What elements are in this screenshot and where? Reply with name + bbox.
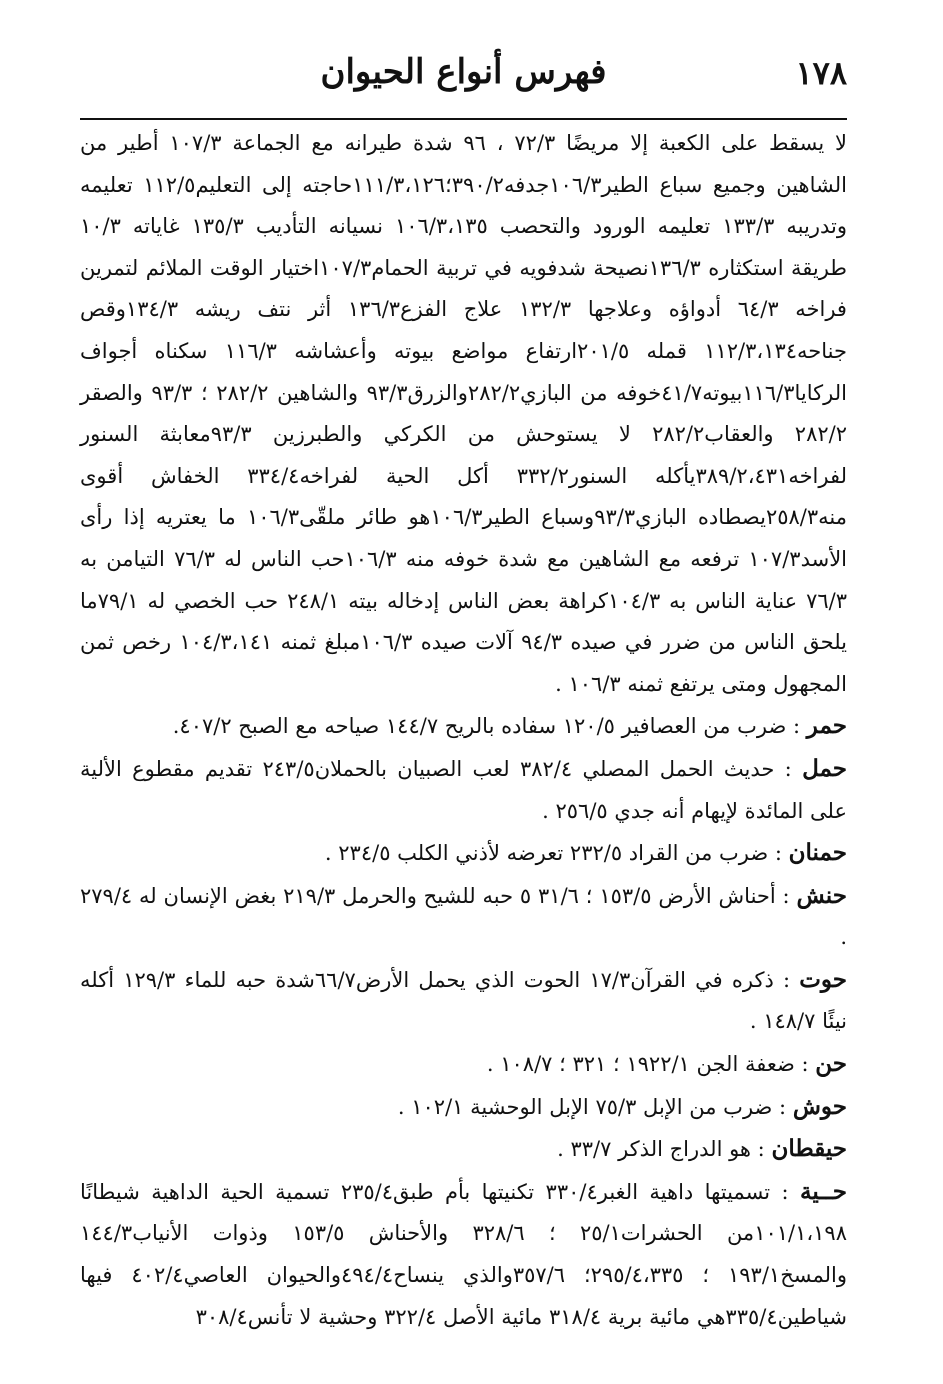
entry-term: حوت <box>799 965 847 993</box>
entry-text: هو الدراج الذكر ٣٣/٧ . <box>557 1137 751 1162</box>
entry-separator: : <box>794 1052 816 1077</box>
index-entry-continuation <box>80 123 847 705</box>
index-entry <box>80 875 847 959</box>
entry-separator: : <box>751 1137 772 1162</box>
index-entry <box>80 1128 847 1171</box>
entry-term: حن <box>815 1050 847 1078</box>
entry-separator: : <box>774 756 803 781</box>
index-entry <box>80 748 847 832</box>
entry-separator: : <box>768 841 789 866</box>
entry-text: ضعفة الجن ١٩٢٢/١ ؛ ٣٢١ ؛ ١٠٨/٧ . <box>486 1052 795 1077</box>
entry-term: حيقطان <box>771 1135 847 1163</box>
entry-term: حمر <box>806 712 847 740</box>
entry-separator: : <box>770 1179 801 1204</box>
index-body <box>80 123 847 1338</box>
entry-text: تسميتها داهية الغبر٣٣٠/٤ تكنيتها بأم طبق٢٣٥/٤ تسمية الحية الداهية شيطانًا ١٠١/١،١٩٨من الحشرات٢٥/١ ؛ ٣٢٨/٦ والأحناش ١٥٣/٥ وذوات الأنياب١٤٤/٣ والمسخ١٩٣/١ ؛ ٢٩٥/٤،٣٣٥؛ ٣٥٧/٦والذي ينساح٤٩٤/٤والحيوان العاصي٤٠٢/٤ فيها شياطين٣٣٥/٤هي مائية برية ٣١٨/٤ مائية الأصل ٣٢٢/٤ وحشية لا تأنس٣٠٨/٤ <box>80 1179 848 1329</box>
index-entry <box>80 1043 847 1086</box>
entry-term: حــية <box>800 1177 847 1205</box>
index-entry <box>80 1171 847 1338</box>
entry-text: حديث الحمل المصلي ٣٨٢/٤ لعب الصبيان بالحملان٢٤٣/٥ تقديم مقطوع الألية على المائدة لإيهام أنه جدي ٢٥٦/٥ . <box>80 756 847 823</box>
page-header <box>80 48 847 118</box>
entry-term: حمل <box>802 754 847 782</box>
entry-separator: : <box>775 883 797 908</box>
page-number: ١٧٨ <box>795 54 847 92</box>
index-entry <box>80 705 847 748</box>
header-divider <box>80 118 847 120</box>
entry-term: حنش <box>796 881 847 909</box>
entry-text: لا يسقط على الكعبة إلا مريضًا ٧٢/٣ ، ٩٦ شدة طيرانه مع الجماعة ١٠٧/٣ أطير من الشاهين وجميع سباع الطير١٠٦/٣جدفه٣٩٠/٢؛١١١/٣،١٢٦حاجته إلى التعليم١١٢/٥ تعليمه وتدريبه ١٣٣/٣ تعليمه الورود والتحصب ١٠٦/٣،١٣٥ نسيانه التأديب ١٣٥/٣ غاياته ١٠/٣ طريقة استكثاره ١٣٦/٣نصيحة شدفويه في تربية الحمام١٠٧/٣اختيار الوقت الملائم لتمرين فراخه ٦٤/٣ أدواؤه وعلاجها ١٣٢/٣ علاج الفزع١٣٦/٣ أثر نتف ريشه ١٣٤/٣وقص جناحه١١٢/٣،١٣٤ قمله ٢٠١/٥ارتفاع مواضع بيوته وأعشاشه ١١٦/٣ سكناه أجواف الركايا١١٦/٣بيوته٤١/٧خوفه من البازي٢٨٢/٢والزرق٩٣/٣ والشاهين ٢٨٢/٢ ؛ ٩٣/٣ والصقر ٢٨٢/٢ والعقاب٢٨٢/٢ لا يستوحش من الكركي والطبرزين ٩٣/٣معابثة السنور لفراخه٣٨٩/٢،٤٣١يأكله السنور٣٣٢/٢ أكل الحية لفراخه٣٣٤/٤ الخفاش أقوى منه٢٥٨/٣يصطاده البازي٩٣/٣وسباع الطير١٠٦/٣هو طائر ملقّى١٠٦/٣ ما يعتريه إذا رأى الأسد١٠٧/٣ ترفعه مع الشاهين مع شدة خوفه منه ١٠٦/٣حب الناس له ٧٦/٣ التيامن به ٧٦/٣ عناية الناس به ١٠٤/٣كراهة بعض الناس إدخاله بيته ٢٤٨/١ حب الخصي له ٧٩/١ما يلحق الناس من ضرر في صيده ٩٤/٣ آلات صيده ١٠٦/٣مبلغ ثمنه ١٠٤/٣،١٤١ رخص ثمن المجهول ومتى يرتفع ثمنه ١٠٦/٣ . <box>80 131 848 696</box>
page-title: فهرس أنواع الحيوان <box>320 52 607 92</box>
index-entry <box>80 832 847 875</box>
entry-text: ضرب من العصافير ١٢٠/٥ سفاده بالريح ١٤٤/٧ صياحه مع الصبح ٤٠٧/٢. <box>172 714 787 739</box>
entry-text: ضرب من القراد ٢٣٢/٥ تعرضه لأذني الكلب ٢٣٤/٥ . <box>324 841 769 866</box>
entry-separator: : <box>773 967 800 992</box>
entry-separator: : <box>786 714 807 739</box>
entry-term: حمنان <box>788 839 847 867</box>
entry-text: ضرب من الإبل ٧٥/٣ الإبل الوحشية ١٠٢/١ . <box>397 1094 773 1119</box>
entry-text: ذكره في القرآن١٧/٣ الحوت الذي يحمل الأرض٦٦/٧شدة حبه للماء ١٢٩/٣ أكله نيئًا ١٤٨/٧ . <box>80 967 847 1034</box>
entry-text: أحناش الأرض ١٥٣/٥ ؛ ٣١/٦ ٥ حبه للشيح والحرمل ٢١٩/٣ بغض الإنسان له ٢٧٩/٤ . <box>80 883 847 950</box>
entry-term: حوش <box>792 1092 847 1120</box>
index-entry <box>80 1086 847 1129</box>
index-entry <box>80 959 847 1043</box>
entry-separator: : <box>772 1094 793 1119</box>
